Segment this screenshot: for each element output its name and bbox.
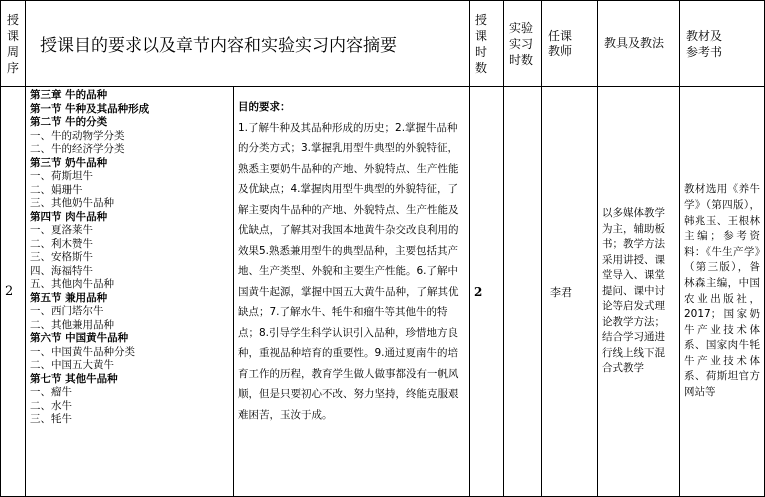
chapter-item: 四、海福特牛	[30, 264, 93, 277]
chapter-item: 五、其他肉牛品种	[30, 278, 114, 290]
chapter-heading: 第三节 奶牛品种	[30, 156, 108, 169]
header-content: 授课目的要求以及章节内容和实验实习内容摘要	[26, 1, 470, 87]
chapter-item: 一、夏洛莱牛	[30, 224, 93, 236]
table-row	[1, 87, 765, 497]
chapter-heading: 第一节 牛种及其品种形成	[30, 102, 150, 115]
chapter-heading: 第二节 牛的分类	[30, 116, 108, 128]
header-week: 授 课 周 序	[1, 1, 26, 87]
chapter-item: 三、其他奶牛品种	[30, 197, 114, 209]
header-method: 教具及教法	[598, 1, 680, 87]
chapter-item: 二、利木赞牛	[30, 237, 93, 250]
chapter-item: 一、荷斯坦牛	[30, 170, 93, 182]
chapter-heading: 第四节 肉牛品种	[30, 210, 108, 223]
chapter-item: 二、牛的经济学分类	[30, 143, 125, 155]
chapter-item: 一、牛的动物学分类	[30, 129, 125, 142]
teaching-method: 以多媒体教学为主，辅助板书；教学方法采用讲授、课堂导入、课堂提问、课中讨论等启发式理论教学方法；结合学习通进行线上线下混合式教学	[598, 87, 680, 497]
header-hours: 授 课 时 数	[470, 1, 504, 87]
chapter-item: 二、其他兼用品种	[30, 318, 114, 331]
chapter-item: 三、安格斯牛	[30, 251, 93, 263]
chapter-item: 二、水牛	[30, 399, 72, 412]
lecture-hours: 2	[470, 87, 504, 497]
chapter-item: 二、娟珊牛	[30, 183, 83, 196]
chapter-item: 二、中国五大黄牛	[30, 359, 114, 371]
header-row	[1, 1, 765, 87]
chapter-item: 一、中国黄牛品种分类	[30, 345, 135, 358]
chapter-list	[30, 89, 233, 425]
chapter-item: 三、牦牛	[30, 413, 72, 425]
header-teacher: 任课 教师	[542, 1, 598, 87]
teacher-name: 李君	[542, 87, 598, 497]
chapter-outline	[26, 87, 234, 497]
goals-title: 目的要求：	[238, 101, 291, 113]
chapter-heading: 第三章 牛的品种	[30, 89, 108, 101]
chapter-heading: 第五节 兼用品种	[30, 291, 108, 304]
chapter-item: 一、西门塔尔牛	[30, 305, 104, 317]
header-textbook: 教材及 参考书	[680, 1, 765, 87]
chapter-heading: 第七节 其他牛品种	[30, 372, 118, 385]
chapter-heading: 第六节 中国黄牛品种	[30, 332, 129, 344]
learning-goals	[234, 87, 470, 497]
lab-hours	[504, 87, 542, 497]
week-number: 2	[1, 87, 26, 497]
header-lab-hours: 实验 实习 时数	[504, 1, 542, 87]
goals-text: 1.了解牛种及其品种形成的历史；2.掌握牛品种的分类方式；3.掌握乳用型牛典型的外貌特征，熟悉主要奶牛品种的产地、外貌特点、生产性能及优缺点；4.掌握肉用型牛典型的外貌特征，了解主要肉牛品种的产地、外貌特点、生产性能及优缺点，了解其对我国本地黄牛杂交改良利用的效果5.熟悉兼用型牛的典型品种，主要包括其产地、生产类型、外貌和主要生产性能。6.了解中国黄牛起源，掌握中国五大黄牛品种，了解其优缺点；7.了解水牛、牦牛和瘤牛等其他牛的特点；8.引导学生科学认识引入品种，珍惜地方良种，重视品种培育的重要性。9.通过夏南牛的培育工作的历程，教育学生做人做事都没有一帆风顺，但是只要初心不改、努力坚持，终能克服艰难困苦，玉汝于成。	[238, 121, 459, 421]
textbook-references: 教材选用《养牛学》（第四版），韩兆玉、王根林主编；参考资料：《牛生产学》（第三版），昝林森主编，中国农业出版社，2017；国家奶牛产业技术体系、国家肉牛牦牛产业技术体系、荷斯坦官方网站等	[680, 87, 765, 497]
chapter-item: 一、瘤牛	[30, 386, 72, 398]
